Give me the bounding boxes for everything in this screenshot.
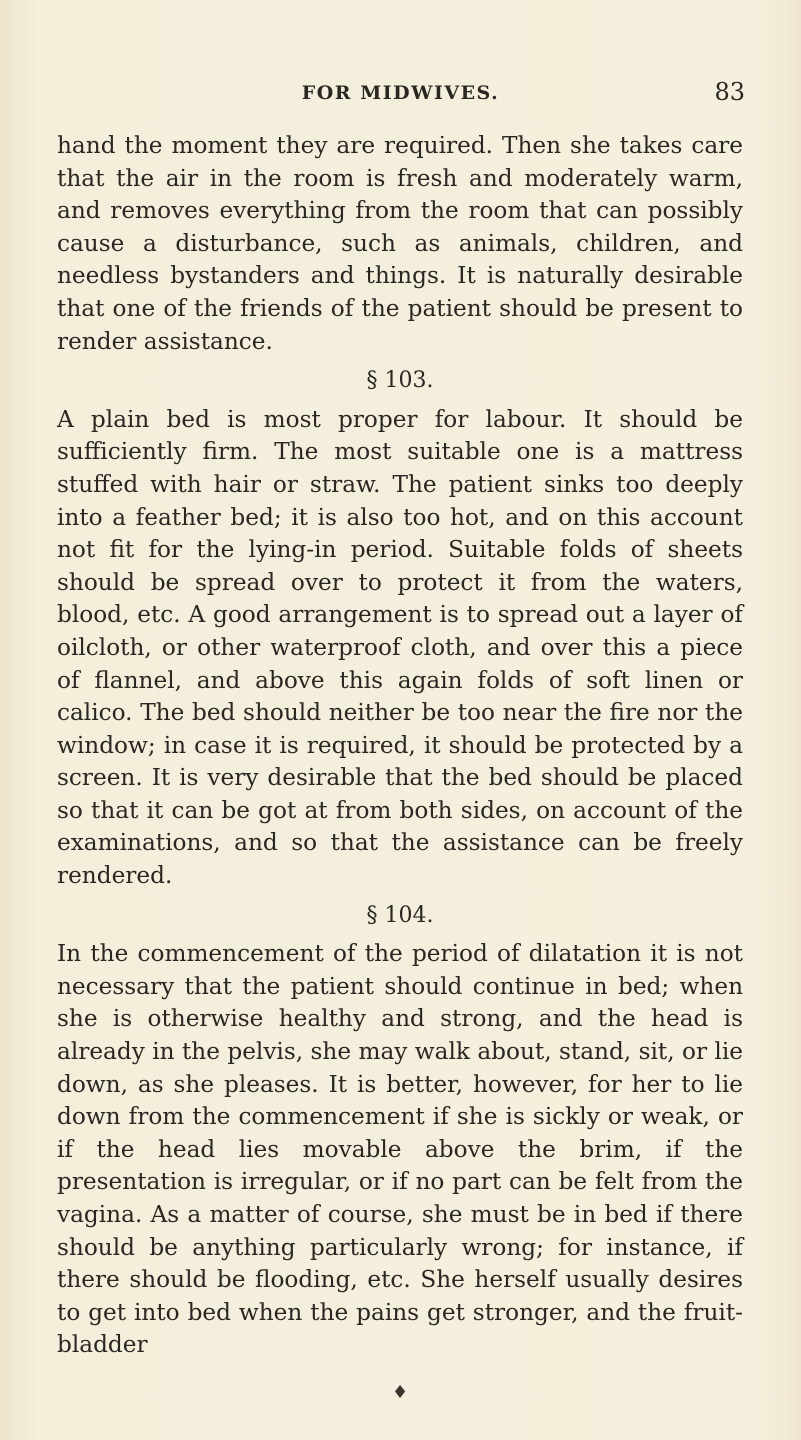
- body-text: [57, 130, 743, 1362]
- running-head: [0, 78, 801, 108]
- page-number: 83: [714, 78, 745, 106]
- paragraph-section-104: In the commencement of the period of dilatation it is not necessary that the patient should continue in bed; when she is otherwise healthy and strong, and the head is already in the pelvis, she may walk about, stand, sit, or lie down, as she pleases. It is better, however, for her to lie down from the commencement if she is sickly or weak, or if the head lies movable above the brim, if the presentation is irregular, or if no part can be felt from the vagina. As a matter of course, she must be in bed if there should be anything particularly wrong; for instance, if there should be flooding, etc. She herself usually desires to get into bed when the pains get stronger, and the fruit-bladder: [57, 940, 743, 1359]
- section-heading-103: § 103.: [366, 368, 434, 394]
- section-heading-104: § 104.: [366, 902, 434, 928]
- running-title: FOR MIDWIVES.: [301, 82, 500, 104]
- paragraph-section-103: A plain bed is most proper for labour. It should be sufficiently firm. The most suitable one is a mattress stuffed with hair or straw. The patient sinks too deeply into a feather bed; it is also too hot, and on this account not fit for the lying-in period. Suitable folds of sheets should be spread over to protect it from the waters, blood, etc. A good arrangement is to spread out a layer of oilcloth, or other waterproof cloth, and over this a piece of flannel, and above this again folds of soft linen or calico. The bed should neither be too near the fire nor the window; in case it is required, it should be protected by a screen. It is very desirable that the bed should be placed so that it can be got at from both sides, on account of the examinations, and so that the assistance can be freely rendered.: [57, 405, 743, 890]
- printer-mark: ♦: [392, 1382, 409, 1403]
- paragraph-continuation: hand the moment they are required. Then she takes care that the air in the room is fresh and moderately warm, and removes everything from the room that can possibly cause a disturbance, such as animals, children, and needless bystanders and things. It is naturally desirable that one of the friends of the patient should be present to render assistance.: [57, 132, 743, 355]
